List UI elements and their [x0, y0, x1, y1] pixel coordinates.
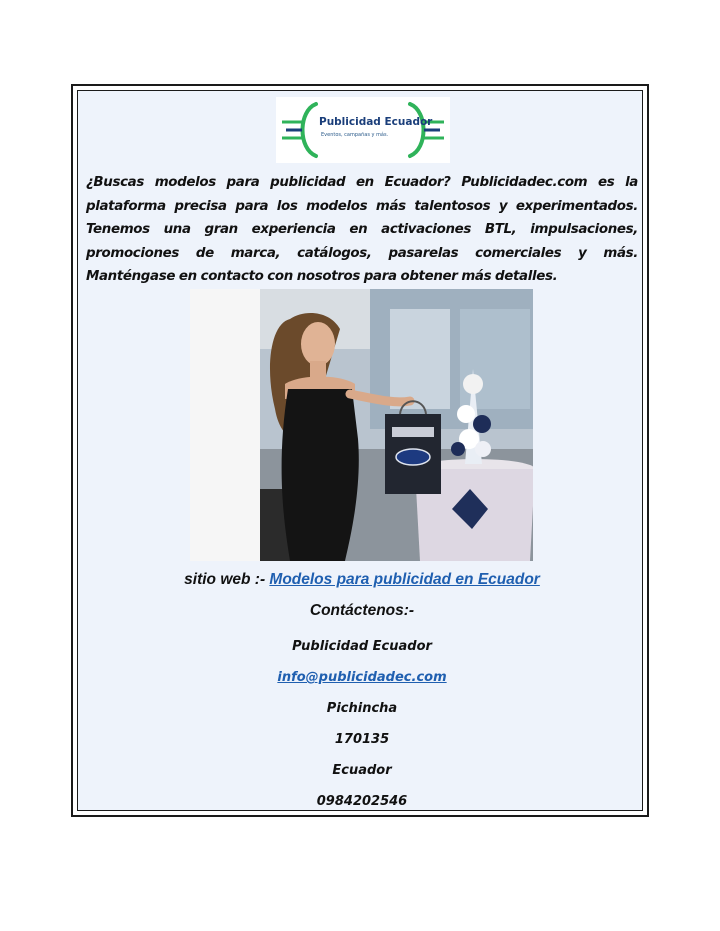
- content-frame: [71, 84, 649, 817]
- photo-illustration: [190, 289, 533, 561]
- contact-province: Pichincha: [326, 701, 398, 716]
- logo-tagline: Eventos, campañas y más.: [321, 132, 389, 138]
- contact-phone: 0984202546: [316, 794, 408, 809]
- company-logo: [276, 97, 450, 163]
- contact-country: Ecuador: [332, 763, 392, 778]
- contact-company: Publicidad Ecuador: [292, 639, 432, 654]
- model-photo: [190, 289, 533, 561]
- contact-heading: Contáctenos:-: [309, 602, 415, 619]
- website-link[interactable]: Modelos para publicidad en Ecuador: [269, 571, 540, 588]
- website-prefix: sitio web :-: [184, 571, 270, 588]
- logo-graphic: [276, 97, 450, 163]
- logo-name: Publicidad Ecuador: [319, 116, 433, 128]
- website-line: [78, 571, 646, 589]
- intro-paragraph: ¿Buscas modelos para publicidad en Ecuador? Publicidadec.com es la plataforma precisa para los modelos más talentosos y experimentados. Tenemos una gran experiencia en activaciones BTL, impulsaciones, promociones de marca, catálogos, pasarelas comerciales y más. Manténgase en contacto con nosotros para obtener más detalles.: [86, 175, 638, 284]
- contact-email-link[interactable]: info@publicidadec.com: [277, 670, 447, 685]
- contact-postal-code: 170135: [334, 732, 390, 747]
- content-panel: [77, 90, 643, 811]
